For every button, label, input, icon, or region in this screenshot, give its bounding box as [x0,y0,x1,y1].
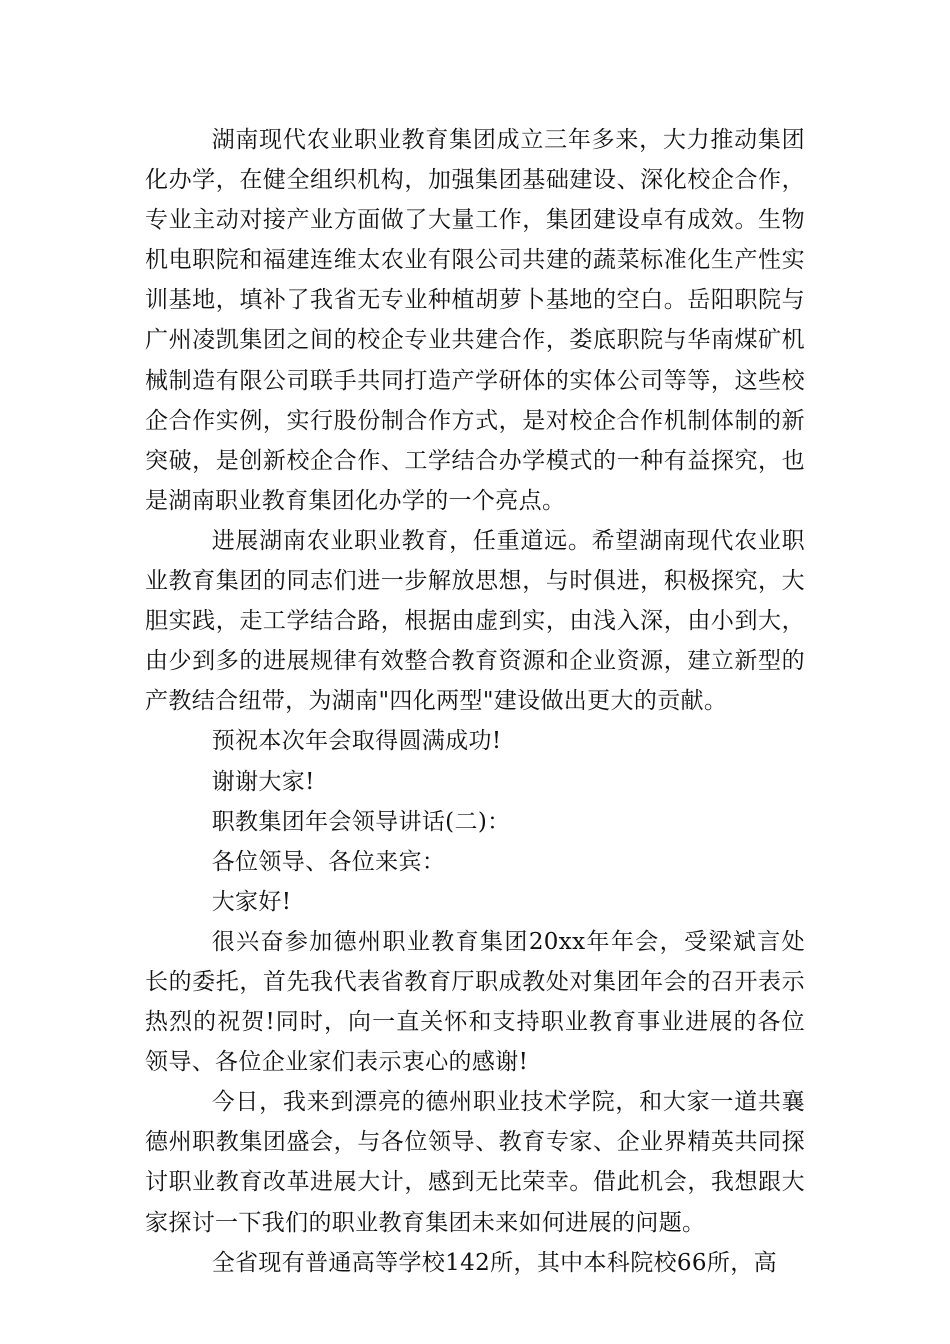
paragraph-development-outlook: 进展湖南农业职业教育，任重道远。希望湖南现代农业职业教育集团的同志们进一步解放思想，与时俱进，积极探究，大胆实践，走工学结合路，根据由虚到实，由浅入深，由小到大，由少到多的进展规律有效整合教育资源和企业资源，建立新型的产教结合纽带，为湖南"四化两型"建设做出更大的贡献。 [145,527,805,715]
paragraph-today: 今日，我来到漂亮的德州职业技术学院，和大家一道共襄德州职教集团盛会，与各位领导、教育专家、企业界精英共同探讨职业教育改革进展大计，感到无比荣幸。借此机会，我想跟大家探讨一下我们的职业教育集团未来如何进展的问题。 [145,1089,805,1236]
paragraph-thanks: 谢谢大家! [211,768,315,795]
paragraph-group-achievements: 湖南现代农业职业教育集团成立三年多来，大力推动集团化办学，在健全组织机构，加强集团基础建设、深化校企合作，专业主动对接产业方面做了大量工作，集团建设卓有成效。生物机电职院和福建连维太农业有限公司共建的蔬菜标准化生产性实训基地，填补了我省无专业种植胡萝卜基地的空白。岳阳职院与广州凌凯集团之间的校企专业共建合作，娄底职院与华南煤矿机械制造有限公司联手共同打造产学研体的实体公司等等，这些校企合作实例，实行股份制合作方式，是对校企合作机制体制的新突破，是创新校企合作、工学结合办学模式的一种有益探究，也是湖南职业教育集团化办学的一个亮点。 [145,127,805,514]
section-heading-speech-two: 职教集团年会领导讲话(二)： [211,808,511,835]
document-page [145,120,805,1283]
paragraph-province-statistics: 全省现有普通高等学校142所，其中本科院校66所，高 [211,1249,777,1276]
paragraph-wish-success: 预祝本次年会取得圆满成功! [211,728,502,755]
paragraph-congratulations: 很兴奋参加德州职业教育集团20xx年年会，受梁斌言处长的委托，首先我代表省教育厅职成教处对集团年会的召开表示热烈的祝贺!同时，向一直关怀和支持职业教育事业进展的各位领导、各位企业家们表示衷心的感谢! [145,928,805,1076]
paragraph-greeting: 大家好! [211,888,292,915]
paragraph-salutation: 各位领导、各位来宾： [211,848,446,875]
